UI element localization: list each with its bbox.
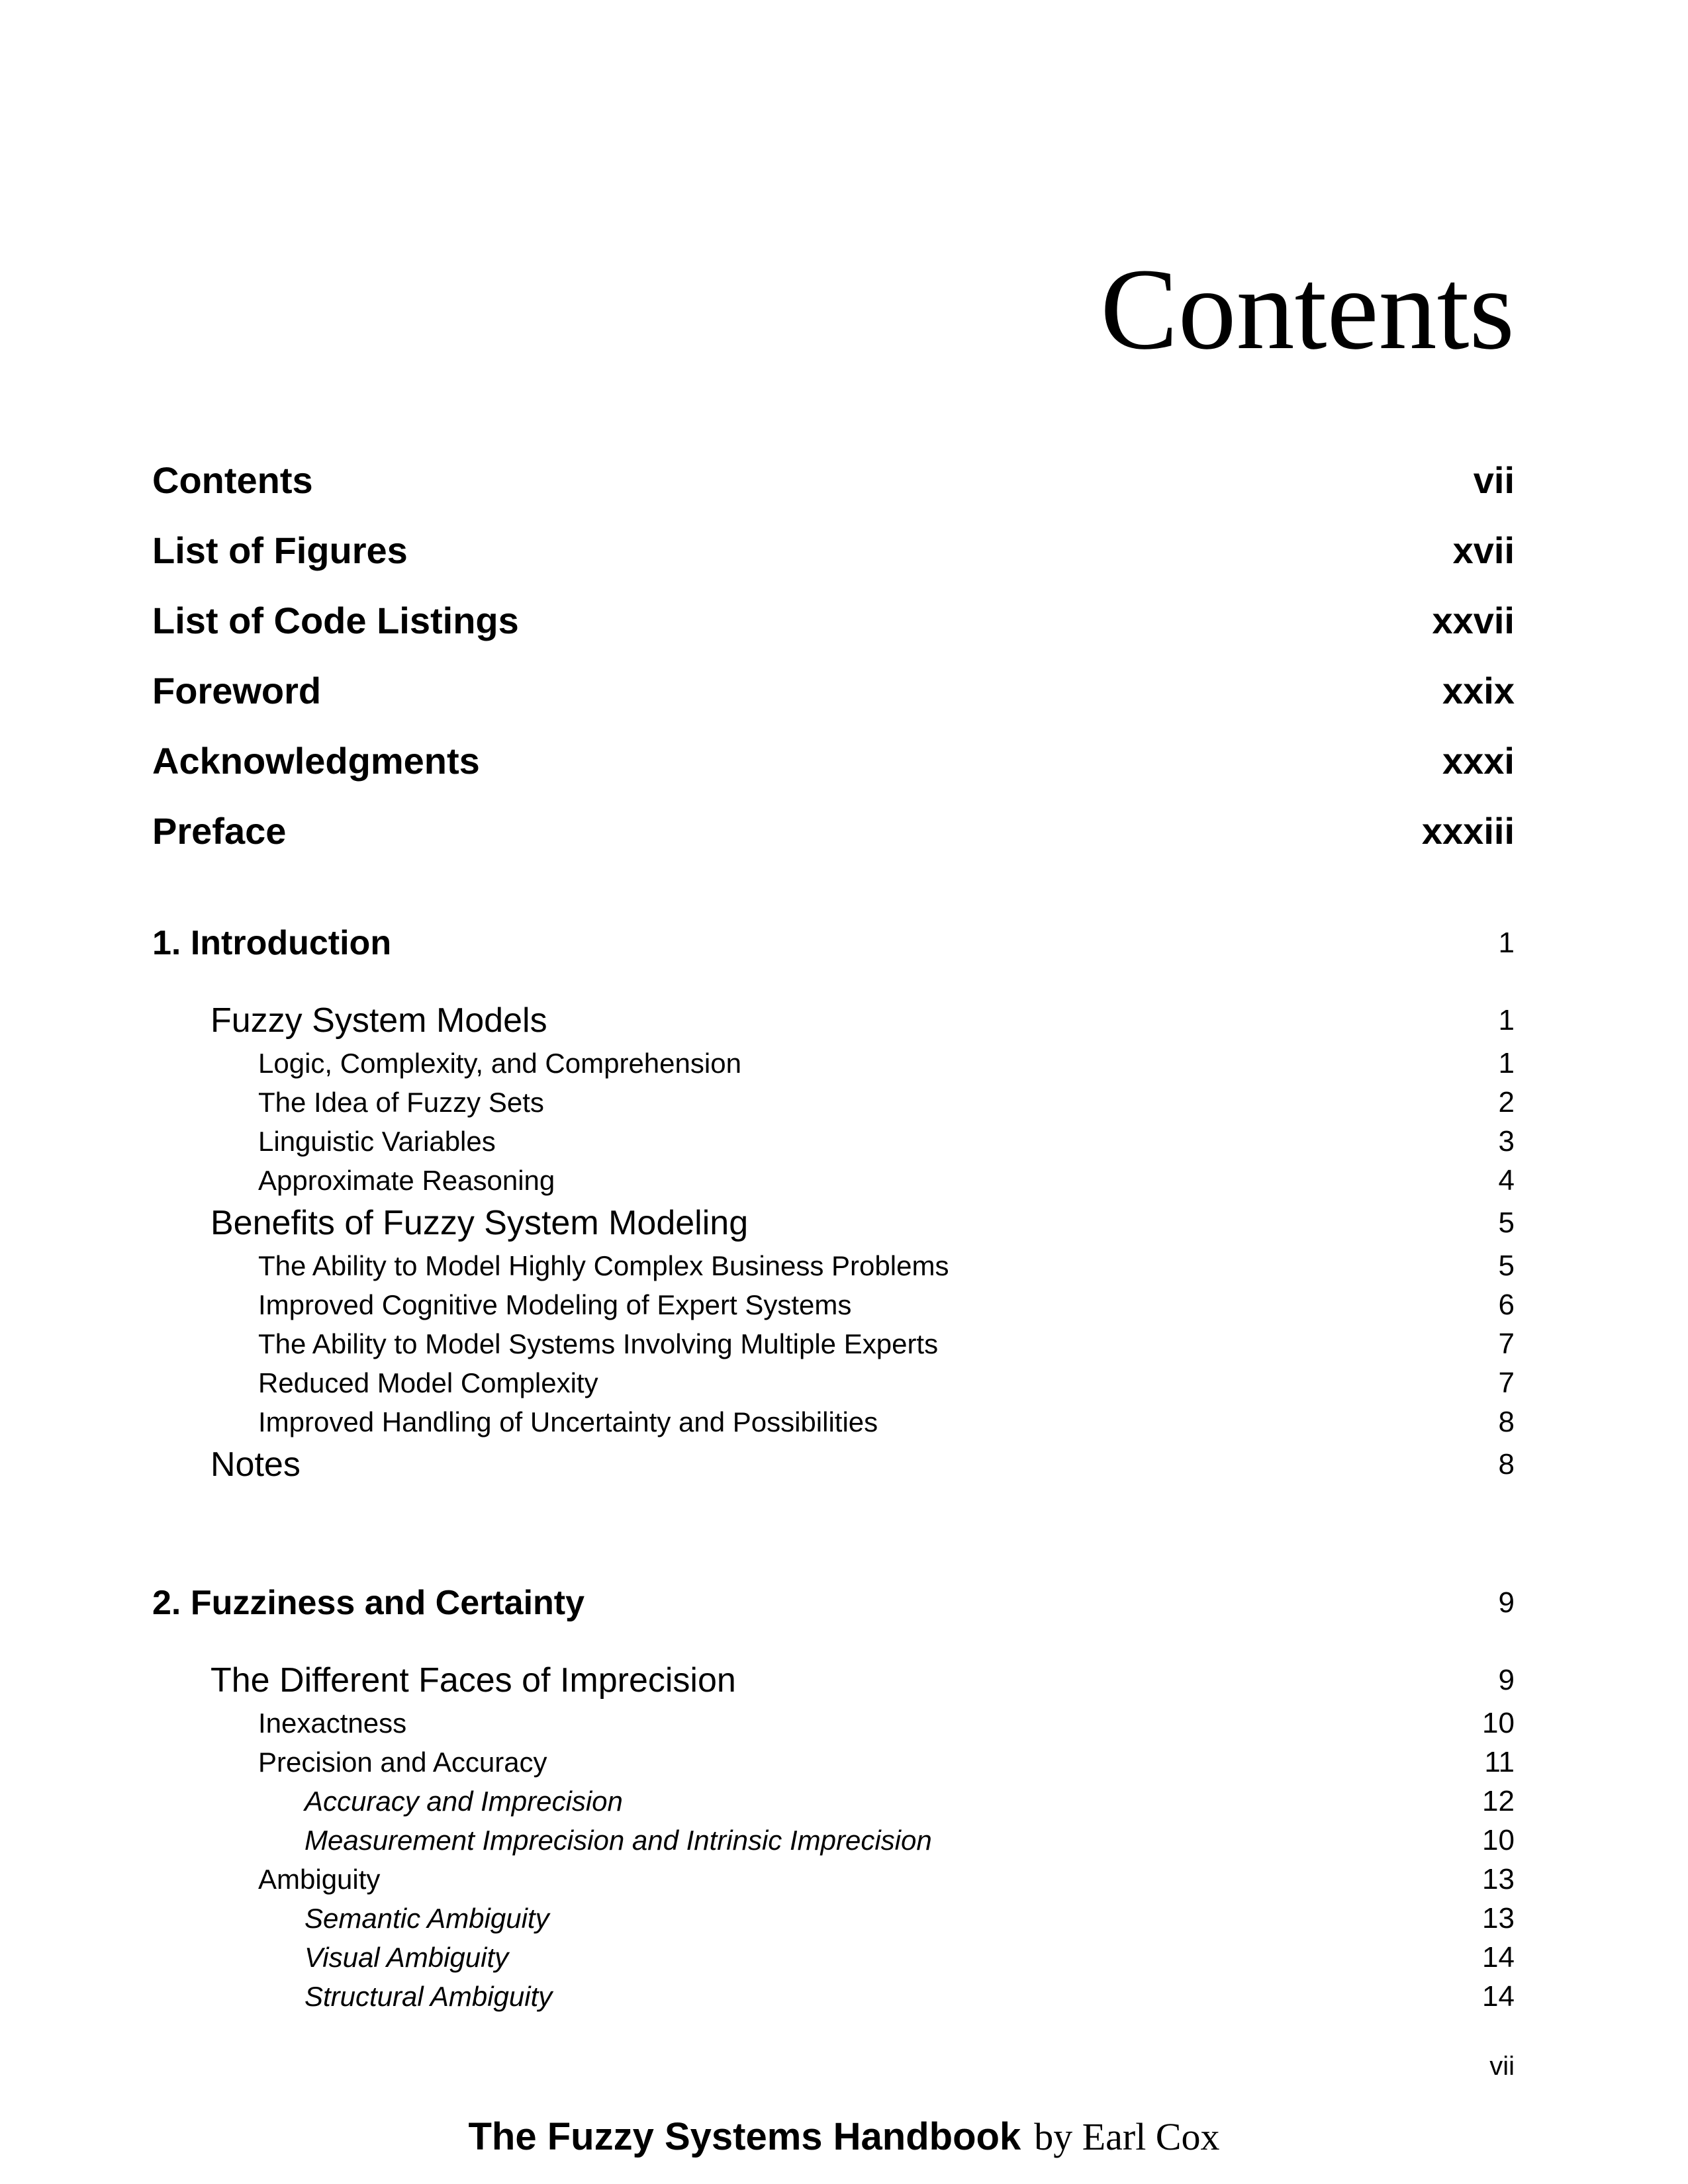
toc-entry[interactable]: [152, 997, 1515, 1044]
toc-entry-title: List of Code Listings: [152, 599, 519, 641]
toc-entry-page: 8: [1498, 1448, 1515, 1480]
toc-entry[interactable]: [152, 1161, 1515, 1200]
toc-entry-title: Reduced Model Complexity: [258, 1367, 598, 1398]
toc-entry-page: 13: [1482, 1862, 1515, 1895]
toc-entry-title: Foreword: [152, 669, 322, 711]
toc-entry-title: Benefits of Fuzzy System Modeling: [211, 1204, 749, 1242]
toc-entry-title: Linguistic Variables: [258, 1125, 496, 1157]
toc-entry-title: Approximate Reasoning: [258, 1164, 555, 1196]
toc-entry-page: 3: [1498, 1124, 1515, 1158]
toc-entry[interactable]: [152, 1441, 1515, 1488]
toc-entry-page: vii: [1473, 459, 1515, 501]
toc-entry-page: 1: [1498, 1046, 1515, 1079]
toc-entry[interactable]: [152, 1402, 1515, 1441]
toc-entry-page: xxxi: [1442, 739, 1515, 782]
chapter-2: [152, 1583, 1515, 2016]
toc-entry-title: Logic, Complexity, and Comprehension: [258, 1047, 741, 1079]
toc-entry[interactable]: [152, 1704, 1515, 1743]
toc-entry[interactable]: [152, 1044, 1515, 1083]
toc-entry-page: xxix: [1442, 669, 1515, 711]
toc-entry-page: 7: [1498, 1327, 1515, 1360]
chapter-page: 1: [1498, 927, 1515, 959]
toc-entry-title: Contents: [152, 459, 313, 501]
toc-entry-page: 1: [1498, 1004, 1515, 1036]
toc-entry[interactable]: [152, 1782, 1515, 1821]
toc-entry[interactable]: [152, 1899, 1515, 1938]
toc-entry-page: xxxiii: [1421, 809, 1515, 852]
toc-entry-page: 10: [1482, 1823, 1515, 1856]
chapter-heading[interactable]: [152, 923, 1515, 963]
toc-entry-page: xvii: [1452, 529, 1515, 571]
toc-entry-title: Inexactness: [258, 1707, 407, 1739]
toc-entry-title: Ambiguity: [258, 1863, 381, 1895]
front-matter-list: [152, 445, 1515, 866]
chapter-heading[interactable]: [152, 1583, 1515, 1623]
toc-entry-title: Structural Ambiguity: [305, 1980, 553, 2012]
chapter-1: [152, 923, 1515, 1488]
page-title: Contents: [1100, 245, 1515, 374]
toc-entry-title: Notes: [211, 1445, 301, 1484]
chapter-page: 9: [1498, 1586, 1515, 1619]
toc-entry-title: The Idea of Fuzzy Sets: [258, 1086, 544, 1118]
toc-entry[interactable]: [152, 1743, 1515, 1782]
toc-entry-page: 8: [1498, 1405, 1515, 1438]
toc-entry-preface[interactable]: [152, 796, 1515, 866]
toc-entry-title: The Ability to Model Systems Involving Multiple Experts: [258, 1328, 939, 1359]
toc-entry[interactable]: [152, 1938, 1515, 1977]
toc-entry-foreword[interactable]: [152, 655, 1515, 725]
toc-entry-page: 11: [1484, 1745, 1515, 1778]
toc-entry-page: 13: [1482, 1901, 1515, 1934]
chapter-title: 1. Introduction: [152, 924, 392, 962]
toc-entry-page: 2: [1498, 1085, 1515, 1118]
toc-entry-contents[interactable]: [152, 445, 1515, 515]
toc-entry-title: Semantic Ambiguity: [305, 1902, 549, 1934]
toc-entry-page: 9: [1498, 1664, 1515, 1696]
toc-entry-title: Accuracy and Imprecision: [305, 1785, 623, 1817]
footer-author: by Earl Cox: [1034, 2115, 1220, 2158]
toc-entry[interactable]: [152, 1122, 1515, 1161]
toc-entry[interactable]: [152, 1821, 1515, 1860]
toc-entry-page: 14: [1482, 1979, 1515, 2013]
toc-entry-title: Precision and Accuracy: [258, 1746, 547, 1778]
toc-entry[interactable]: [152, 1657, 1515, 1704]
toc-entry-title: The Ability to Model Highly Complex Business Problems: [258, 1250, 949, 1281]
toc-entry-page: 6: [1498, 1288, 1515, 1321]
toc-entry[interactable]: [152, 1200, 1515, 1246]
toc-entry-list-of-figures[interactable]: [152, 515, 1515, 585]
footer-book-title: The Fuzzy Systems Handbook: [468, 2115, 1021, 2158]
toc-entry[interactable]: [152, 1977, 1515, 2016]
toc-entry-title: Visual Ambiguity: [305, 1941, 509, 1973]
toc-entry-title: The Different Faces of Imprecision: [211, 1661, 736, 1700]
toc-entry-title: Fuzzy System Models: [211, 1001, 547, 1040]
toc-entry-page: 10: [1482, 1706, 1515, 1739]
toc-entry-title: Improved Cognitive Modeling of Expert Systems: [258, 1289, 852, 1320]
toc-entry-page: 5: [1498, 1206, 1515, 1239]
page-number: vii: [1489, 2052, 1515, 2081]
toc-entry-page: xxvii: [1432, 599, 1515, 641]
toc-entry[interactable]: [152, 1324, 1515, 1363]
toc-entry[interactable]: [152, 1246, 1515, 1285]
footer: [0, 2115, 1688, 2159]
toc-entry[interactable]: [152, 1285, 1515, 1324]
toc-entry-page: 14: [1482, 1940, 1515, 1974]
toc-entry-acknowledgments[interactable]: [152, 725, 1515, 796]
toc-entry-page: 5: [1498, 1249, 1515, 1282]
toc-entry-title: Improved Handling of Uncertainty and Possibilities: [258, 1406, 878, 1437]
toc-entry[interactable]: [152, 1083, 1515, 1122]
toc-entry-title: Acknowledgments: [152, 739, 480, 782]
toc-entry[interactable]: [152, 1860, 1515, 1899]
toc-entry-title: Measurement Imprecision and Intrinsic Imprecision: [305, 1824, 932, 1856]
toc-entry[interactable]: [152, 1363, 1515, 1402]
toc-entry-title: Preface: [152, 809, 287, 852]
chapter-entries: [152, 1657, 1515, 2016]
chapter-title: 2. Fuzziness and Certainty: [152, 1584, 585, 1622]
chapter-entries: [152, 997, 1515, 1488]
toc-entry-page: 4: [1498, 1163, 1515, 1197]
toc-entry-page: 7: [1498, 1366, 1515, 1399]
toc-entry-title: List of Figures: [152, 529, 408, 571]
toc-entry-list-of-code-listings[interactable]: [152, 585, 1515, 655]
toc-entry-page: 12: [1482, 1784, 1515, 1817]
